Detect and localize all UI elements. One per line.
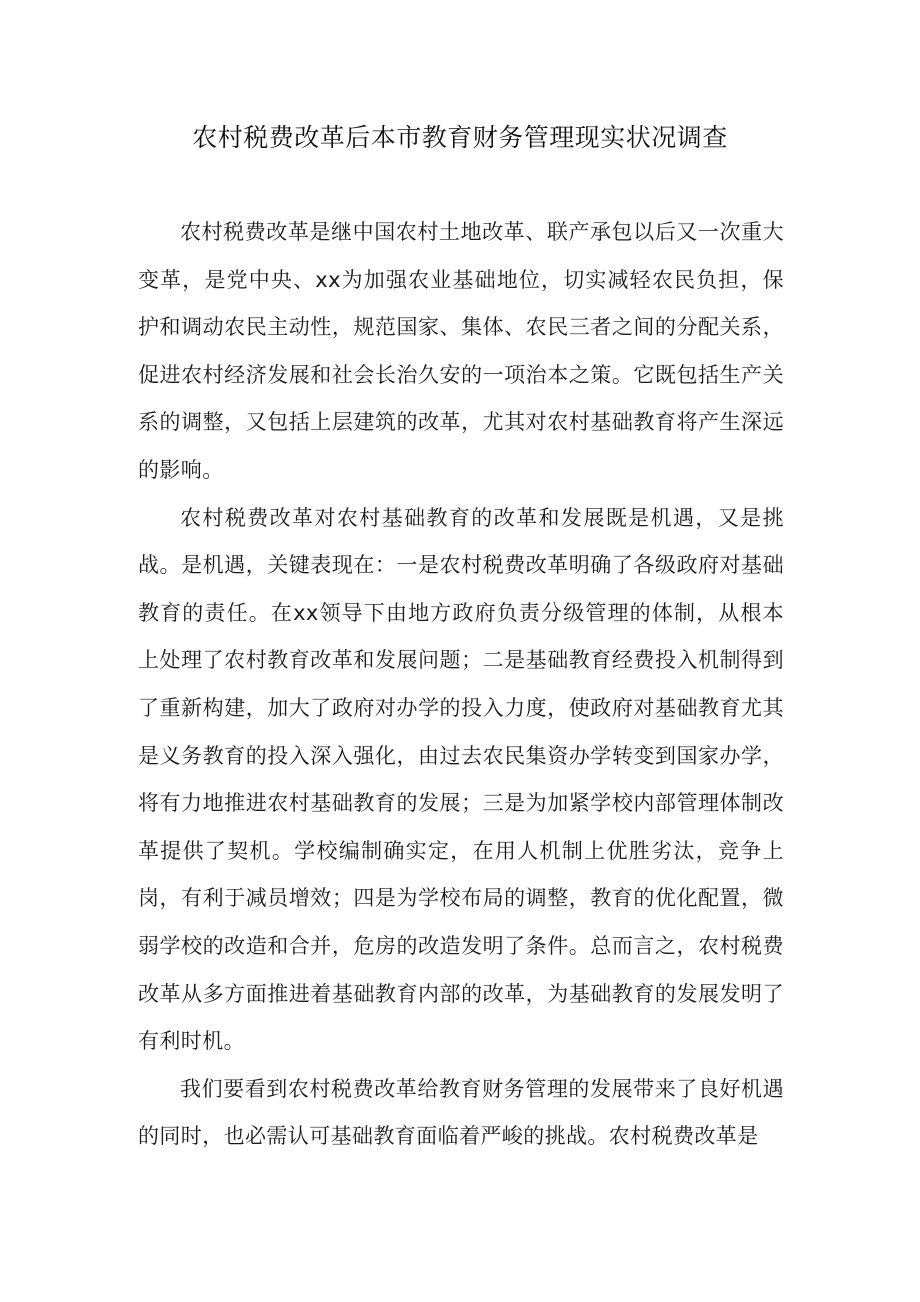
document-body bbox=[138, 209, 784, 1161]
paragraph-3: 我们要看到农村税费改革给教育财务管理的发展带来了良好机遇的同时，也必需认可基础教育面临着严峻的挑战。农村税费改革是 bbox=[138, 1076, 784, 1149]
document-title: 农村税费改革后本市教育财务管理现实状况调查 bbox=[192, 123, 728, 152]
paragraph-1: 农村税费改革是继中国农村土地改革、联产承包以后又一次重大变革，是党中央、xx为加强农业基础地位，切实减轻农民负担，保护和调动农民主动性，规范国家、集体、农民三者之间的分配关系，促进农村经济发展和社会长治久安的一项治本之策。它既包括生产关系的调整，又包括上层建筑的改革，尤其对农村基础教育将产生深远的影响。 bbox=[138, 220, 784, 482]
paragraph-2: 农村税费改革对农村基础教育的改革和发展既是机遇，又是挑战。是机遇，关键表现在：一是农村税费改革明确了各级政府对基础教育的责任。在xx领导下由地方政府负责分级管理的体制，从根本上处理了农村教育改革和发展问题；二是基础教育经费投入机制得到了重新构建，加大了政府对办学的投入力度，使政府对基础教育尤其是义务教育的投入深入强化，由过去农民集资办学转变到国家办学，将有力地推进农村基础教育的发展；三是为加紧学校内部管理体制改革提供了契机。学校编制确实定，在用人机制上优胜劣汰，竞争上岗，有利于减员增效；四是为学校布局的调整，教育的优化配置，微弱学校的改造和合并，危房的改造发明了条件。总而言之，农村税费改革从多方面推进着基础教育内部的改革，为基础教育的发展发明了有利时机。 bbox=[138, 505, 784, 1054]
